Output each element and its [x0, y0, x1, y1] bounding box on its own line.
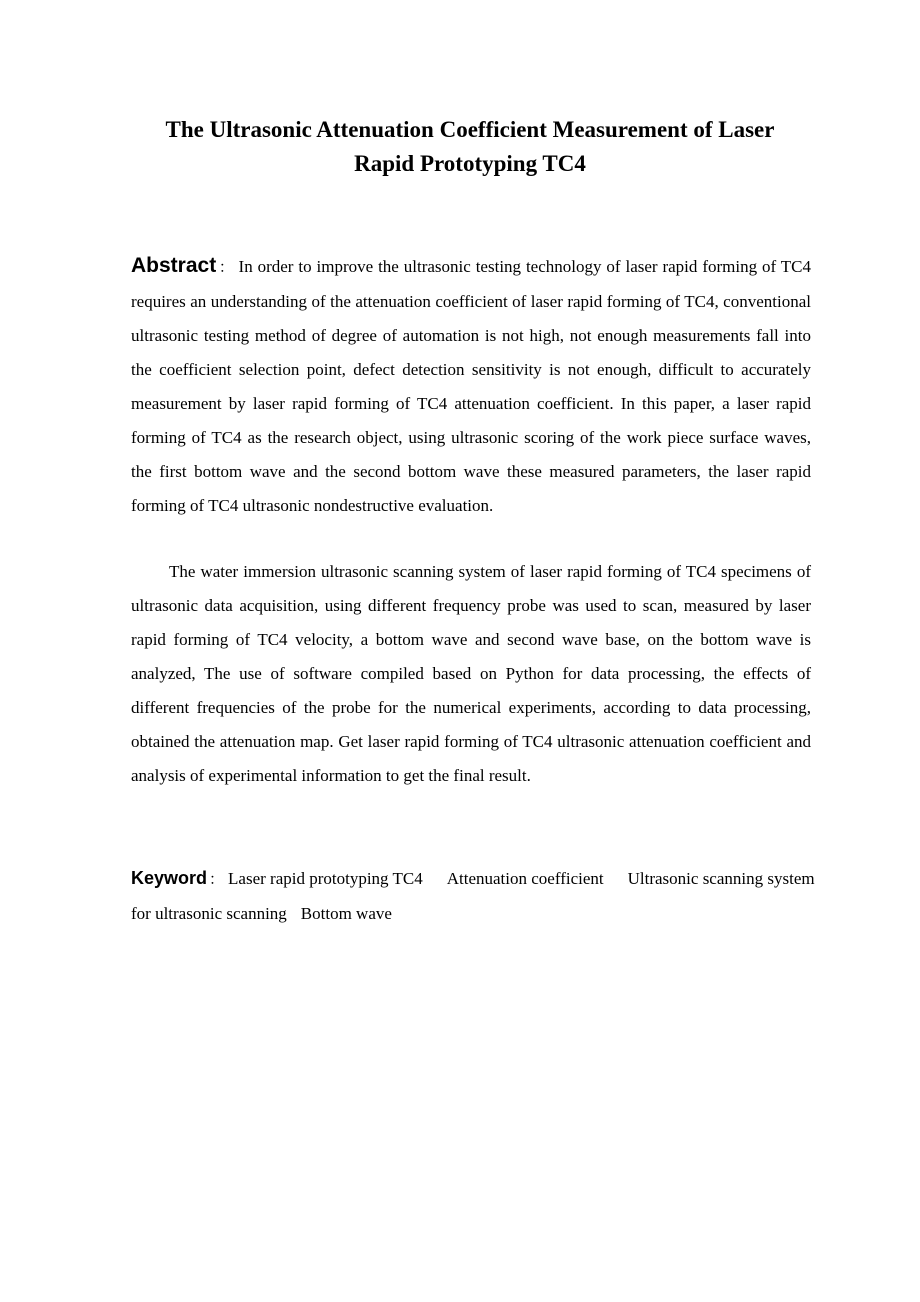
title-line-1: The Ultrasonic Attenuation Coefficient Measurement of Laser — [165, 117, 775, 142]
keyword-label: Keyword — [131, 868, 208, 888]
keyword-item: Ultrasonic scanning system for ultrasonic scanning — [131, 869, 815, 923]
abstract-colon: ： — [218, 260, 235, 276]
keyword-colon: ： — [209, 872, 225, 888]
abstract-paragraph — [131, 249, 811, 523]
keyword-item: Bottom wave — [300, 904, 392, 923]
paper-title — [100, 113, 840, 181]
title-line-2: Rapid Prototyping TC4 — [354, 151, 586, 176]
keywords-section — [131, 861, 831, 931]
abstract-text: In order to improve the ultrasonic testing technology of laser rapid forming of TC4 requires an understanding of the attenuation coefficient of laser rapid forming of TC4, conventional ultrasonic testing method of degree of automation is not high, not enough measurements fall into the coefficient selection point, defect detection sensitivity is not enough, difficult to accurately measurement by laser rapid forming of TC4 attenuation coefficient. In this paper, a laser rapid forming of TC4 as the research object, using ultrasonic scoring of the work piece surface waves, the first bottom wave and the second bottom wave these measured parameters, the laser rapid forming of TC4 ultrasonic nondestructive evaluation. — [131, 257, 811, 515]
keyword-item: Attenuation coefficient — [446, 869, 604, 888]
abstract-paragraph-2: The water immersion ultrasonic scanning system of laser rapid forming of TC4 specimens of ultrasonic data acquisition, using different frequency probe was used to scan, measured by laser rapid forming of TC4 velocity, a bottom wave and second wave base, on the bottom wave is analyzed, The use of software compiled based on Python for data processing, the effects of different frequencies of the probe for the numerical experiments, according to data processing, obtained the attenuation map. Get laser rapid forming of TC4 ultrasonic attenuation coefficient and analysis of experimental information to get the final result. — [131, 562, 811, 785]
keyword-item: Laser rapid prototyping TC4 — [228, 869, 423, 888]
abstract-label: Abstract — [131, 254, 217, 277]
